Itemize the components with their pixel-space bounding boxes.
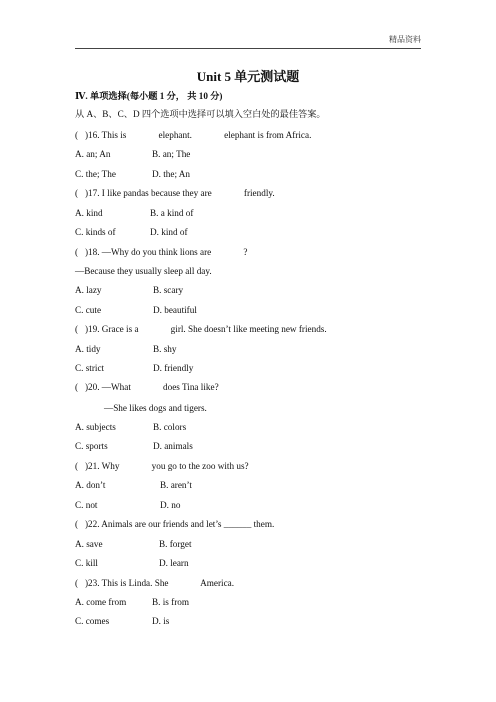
option-b: B. shy — [153, 344, 177, 354]
option-d: D. beautiful — [153, 305, 197, 315]
header-label: 精品资料 — [389, 35, 421, 44]
option-d: D. no — [160, 500, 181, 510]
option-c: C. cute — [75, 305, 102, 315]
question-response: —Because they usually sleep all day. — [75, 266, 212, 276]
option-b: B. aren’t — [160, 480, 192, 490]
question-stem: ( )21. Why you go to the zoo with us? — [75, 461, 249, 471]
question-stem: ( )20. —What does Tina like? — [75, 382, 219, 392]
option-d: D. friendly — [153, 363, 194, 373]
option-d: D. learn — [159, 558, 189, 568]
option-c: C. the; The — [75, 169, 116, 179]
option-c: C. comes — [75, 616, 110, 626]
option-a: A. save — [75, 539, 103, 549]
option-b: B. colors — [153, 422, 187, 432]
option-d: D. is — [152, 616, 170, 626]
header-rule — [75, 48, 421, 49]
option-a: A. kind — [75, 208, 103, 218]
option-b: B. forget — [159, 539, 192, 549]
option-b: B. is from — [152, 597, 190, 607]
question-stem: ( )17. I like pandas because they are friendly. — [75, 188, 275, 198]
option-c: C. sports — [75, 441, 108, 451]
question-stem: ( )23. This is Linda. She America. — [75, 578, 235, 588]
option-a: A. don’t — [75, 480, 106, 490]
option-d: D. kind of — [150, 227, 188, 237]
section-heading: Ⅳ. 单项选择(每小题 1 分， 共 10 分) — [75, 91, 223, 101]
question-stem: ( )16. This is elephant. elephant is from Africa. — [75, 130, 312, 140]
page-title: Unit 5 单元测试题 — [196, 69, 300, 84]
option-a: A. come from — [75, 597, 127, 607]
option-a: A. an; An — [75, 149, 111, 159]
option-c: C. kill — [75, 558, 98, 568]
option-c: C. kinds of — [75, 227, 116, 237]
question-stem: ( )19. Grace is a girl. She doesn’t like meeting new friends. — [75, 324, 327, 334]
option-a: A. tidy — [75, 344, 101, 354]
option-c: C. not — [75, 500, 98, 510]
option-d: D. the; An — [152, 169, 191, 179]
question-stem: ( )22. Animals are our friends and let’s ______ them. — [75, 519, 275, 529]
option-c: C. strict — [75, 363, 105, 373]
option-d: D. animals — [153, 441, 193, 451]
option-a: A. lazy — [75, 285, 102, 295]
question-response: —She likes dogs and tigers. — [104, 403, 207, 413]
section-instruction: 从 A、B、C、D 四个选项中选择可以填入空白处的最佳答案。 — [75, 109, 326, 119]
option-a: A. subjects — [75, 422, 116, 432]
question-stem: ( )18. —Why do you think lions are ? — [75, 247, 248, 257]
option-b: B. an; The — [152, 149, 191, 159]
option-b: B. a kind of — [150, 208, 194, 218]
option-b: B. scary — [153, 285, 184, 295]
